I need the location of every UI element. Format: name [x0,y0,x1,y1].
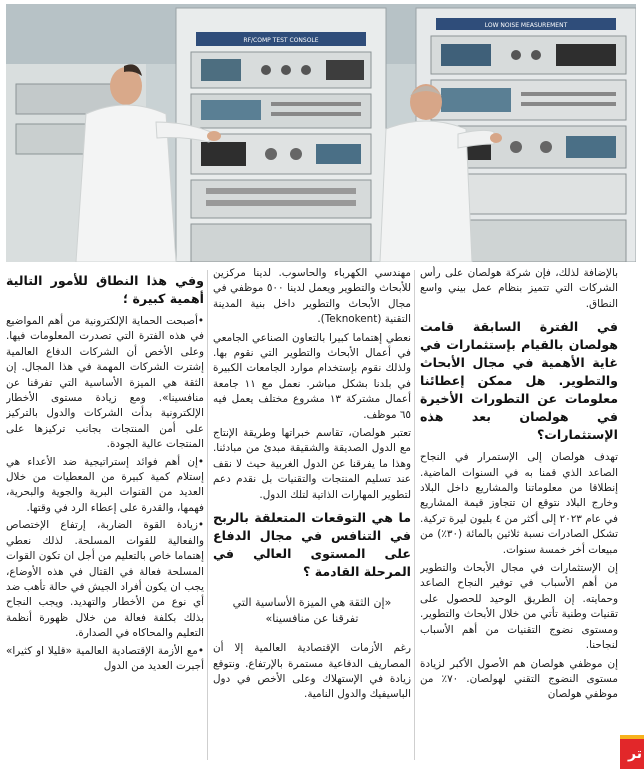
side-strip [620,266,644,769]
lab-photo [6,4,636,262]
pull-quote: «إن الثقة هي الميزة الأساسية التي تفرقنا عن منافسينا» [232,596,392,626]
article-columns [6,266,618,766]
paragraph: مهندسي الكهرباء والحاسوب. لدينا مركزين للأبحاث والتطوير ويعمل لدينا ٥٠٠ موظفي في مجال الأبحاث والتطوير داخل بنية المدينة التقنية (Teknokent). [213,267,411,326]
paragraph: إن موظفي هولصان هم الأصول الأكبر لزيادة مستوى النضوج التقني لهولصان. ٧٠٪ من موظفي هولصان [420,657,618,701]
column-right [420,266,618,766]
paragraph: إن الإستثمارات في مجال الأبحاث والتطوير من أهم الأسباب في توفير النجاح الصاعد وحمايته. إن الطريق الوحيد للحصول على تقنيات وطنية تأتي من خلال الأبحاث والتطوير. ومستوى نضوج التقنيات من أهم الأسباب لنجاحنا. [420,562,618,652]
bullet-item: •إن أهم فوائد إستراتيجية ضد الأعداء هي إستلام كمية كبيرة من المعطيات من خلال العديد من القنوات البرية والجوية والبحرية، فهمها، والقدرة على إعطاء الرد في وقتها. [6,455,204,514]
paragraph: تهدف هولصان إلى الإستمرار في النجاح الصاعد الذي قمنا به في السنوات الماضية. إنطلاقا من معلوماتنا والمشاريع داخل البلاد وخارج البلاد نتوقع ان تتجاوز قيمة المشاريع في عام ٢٠٢٣ إلى أكثر من ٤ بليون ليرة تركية. تشكل الصادرات نسبة ثلاثين بالمائة (٣٠٪) من مبيعات أخر خمسة سنوات. [420,451,618,556]
right-console-label: LOW NOISE MEASUREMENT [484,22,568,29]
paragraph: تعتبر هولصان، تقاسم خبراتها وطريقة الإنتاج مع الدول الصديقة والشقيقة مبدئ من مبادئنا. وهذا ما يفرقنا عن الدول الغربية حيث لا نقف عند تسليم المنتجات والتقنيات بل نقدم دعم لتطوير المهارات الذاتية لتلك الدول. [213,427,411,501]
paragraph: رغم الأزمات الإقتصادية العالمية إلا أن المصاريف الدفاعية مستمرة بالإرتفاع. ونتوقع زيادة في الإستهلاك وعلى الأخص في دول الباسيفيك والدول النامية. [213,642,411,701]
interview-question: ما هي التوقعات المتعلقة بالربح في التنافس في مجال الدفاع على المستوى العالي في المرحلة القادمة ؟ [213,510,411,580]
left-console-label: RF/COMP TEST CONSOLE [243,37,319,44]
bullet-item: •زيادة القوة الضاربة، إرتفاع الإختصاص والفعالية للقوات المسلحة. لذلك نعطي إهتماما خاص بالتعليم من أجل ان تكون القوات المسلحة فعالة في القتال في هذه الأوضاع، يجب ان يكون أفراد الجيش في حالة تأهب ضد أي نوع من الأخطار والتهديد. ويجب النجاح بذلك بكلفة فعالة من خلال ظهورة أنظمة التعليم والمحاكاه في الصدارة. [6,519,204,640]
column-middle [213,266,411,766]
bullet-item: •أصبحت الحماية الإلكترونية من أهم المواضيع في هذه الفترة التي تصدرت المعلومات فيها. وعلى الأخص أن الشركات الدفاع العالمية إشترت الشركات المهمة في هذا المجال. إن الثقة هي الميزة الأساسية التي تفرقنا عن منافسينا». ومع زيادة مستوى الأخطار الإلكترونية بدأت الشركات والدول بالتركيز على أمن المنتجات بجانب تركيزها على المنتجات عالية الجودة. [6,315,204,451]
section-heading: وفي هذا النطاق للأمور التالية أهمية كبيرة ؛ [6,273,204,306]
bullet-item: •مع الأزمة الإقتصادية العالمية «قليلا او كثيرا» أجبرت العديد من الدول [6,644,204,672]
paragraph: نعطي إهتماما كبيرا بالتعاون الصناعي الجامعي في أعمال الأبحاث والتطوير التي نقوم بها. ولذلك نقوم بإستخدام موارد الجامعات الكبيرة في بلدنا بشكل مباشر. نعمل مع ١١ جامعة أعمال مشتركة ١٣ مشروع مختلف يعمل فيه ٦٥ موظف. [213,331,411,421]
section-tab: تر [620,739,644,769]
column-divider [414,270,415,760]
column-divider [207,270,208,760]
paragraph: بالإضافة لذلك، فإن شركة هولصان على رأس الشركات التي تتميز بنظام عمل بيني واسع النطاق. [420,267,618,310]
interview-question: في الفترة السابقة قامت هولصان بالقيام بإستثمارات في غاية الأهمية في مجال الأبحاث والتطوير. هل ممكن إعطائنا معلومات عن التطورات الأخيرة في هولصان بعد هذه الإستثمارات؟ [420,319,618,443]
lab-photo-illustration [6,4,636,262]
column-left [6,266,204,766]
